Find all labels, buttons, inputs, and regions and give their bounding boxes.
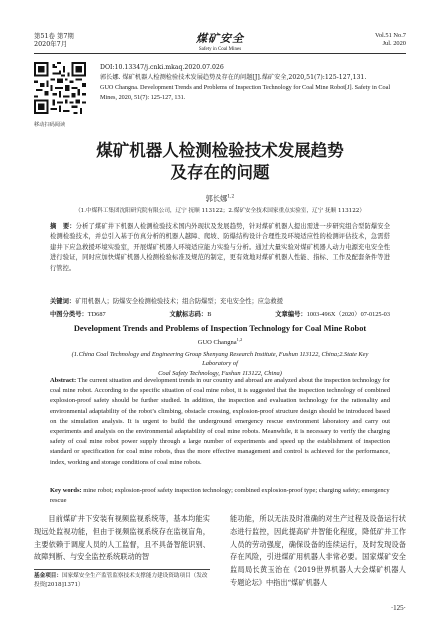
abstract-cn-label: 摘 要：: [50, 223, 76, 230]
abstract-en-label: Abstract:: [50, 377, 77, 384]
author-name-en: GUO Changna: [197, 339, 237, 347]
keywords-en-text: mine robot; explosion-proof safety inspection technology; combined explosion-proof type; charging safety; emergency rescue: [50, 487, 390, 505]
document-code: 文献标志码：B: [169, 311, 212, 318]
abstract-en-text: The current situation and development trends in our country and abroad are analyzed about the inspection technology for coal mine robot. According to the specific situation of coal mine robot, it is suggested that the inspection technology of combined explosion-proof safety should be further studied. In addition, the inspection and evaluation technology for the rationality and environmental adaptability of the robot’s climbing, obstacle crossing, explosion-proof structure design should be introduced based on the simulation analysis. It is urgent to build the underground emergency rescue environment laboratory and carry out experiments and analysis on the environmental adaptability of coal mine robots. Meanwhile, it is necessary to verify the charging safety of coal mine robot power supply through a large number of experiments and speed up the establishment of inspection standard or specification for coal mine robots, thus the more effective management and control is achieved for the performance, index, working and storage conditions of coal mine robots.: [50, 377, 391, 466]
author-cn: [34, 194, 406, 204]
author-en: [34, 337, 406, 346]
header-right: [375, 32, 406, 49]
citation-en: GUO Changna. Development Trends and Problems of Inspection Technology for Coal Mine Robot[J]. Safety in Coal Mines, 2020, 51(7): 125-127, 131.: [100, 84, 391, 101]
fund-text: 国家煤安全生产监管监察技术支撑能力建设资助项目（发改投资[2018]1371）: [34, 573, 208, 588]
qr-code-icon[interactable]: [34, 62, 86, 114]
journal-header: [0, 0, 440, 56]
affiliation-en-line-2: Coal Safety Technology, Fushun 113122, China): [158, 369, 282, 377]
fund-label: 基金项目：: [34, 573, 62, 579]
abstract-en: [50, 376, 390, 468]
body-paragraph-right: 能功能，所以无法及时准确的对生产过程及设备运行状态进行监控，因此提高矿井智能化程度，降低矿井工作人员的劳动强度，确保设备的连续运行，及时发现设备存在风险，引进煤矿用机器人非常必要。国家煤矿安全监局局长黄玉治在《2019世界机器人大会煤矿机器人专题论坛》中指出“煤矿机器人: [230, 514, 406, 587]
keywords-en-label: Key words:: [50, 487, 82, 494]
article-title-en: Development Trends and Problems of Inspection Technology for Coal Mine Robot: [73, 324, 367, 333]
journal-title-cn: 煤矿安全: [196, 32, 244, 45]
keywords-cn-text: 矿用机器人；防爆安全检测检验技术；组合防爆型；充电安全性；应急救援: [75, 298, 283, 305]
body-column-left: [34, 513, 210, 564]
affiliation-en-line-1: (1.China Coal Technology and Engineering Group Shenyang Research Institute, Fushun 113122, China;2.State Key Laboratory of: [71, 351, 369, 368]
page-number: ·125·: [390, 604, 406, 612]
keywords-cn-label: 关键词：: [50, 298, 76, 305]
keywords-en: [50, 486, 390, 506]
classification-row: [50, 309, 390, 318]
body-column-right: [230, 513, 406, 590]
volume-en: Vol.51 No.7: [375, 32, 406, 39]
header-divider: [34, 53, 406, 54]
affiliation-cn: （1.中煤科工集团沈阳研究院有限公司，辽宁 抚顺 113122；2.煤矿安全技术国家重点实验室，辽宁 抚顺 113122）: [75, 208, 365, 214]
fund-footnote: [34, 572, 210, 590]
author-affil-marker: 1,2: [227, 194, 235, 200]
article-number: 文章编号：1003-496X（2020）07-0125-03: [275, 311, 390, 318]
title-line-2: 及存在的问题: [170, 163, 270, 182]
footnote-divider: [34, 569, 210, 570]
date-en: Jul. 2020: [382, 40, 406, 48]
author-en-affil-marker: 1,2: [236, 337, 243, 342]
doi[interactable]: DOI:10.13347/j.cnki.mkaq.2020.07.026: [100, 64, 224, 71]
citation-block: [100, 63, 406, 103]
qr-code-block: [34, 62, 90, 128]
abstract-cn-text: 分析了煤矿井下机器人检测检验技术国内外现状及发展趋势，针对煤矿机器人提出需进一步研究组合型防爆安全检测检验技术，并总引入基于仿真分析的机器人越障、爬坡、防爆结构设计合理性及环境适应性的检测评估技术，急需搭建井下应急救援环境实验室，开展煤矿机器人环境适应能力实验与分析。通过大量实验对煤矿机器人动力电源充电安全性进行验证，同时应加快煤矿机器人检测检验标准及规范的制定，更有效地对煤矿机器人性能、指标、工作及配套条件等进行管控。: [50, 223, 391, 272]
affiliation-en: [60, 350, 380, 378]
clc-code: 中图分类号：TD687: [50, 311, 106, 318]
journal-title-en: Safety in Coal Mines: [198, 47, 242, 52]
header-left: [34, 32, 74, 49]
article-title-cn: [34, 140, 406, 184]
abstract-cn: [50, 222, 390, 274]
citation-cn: 郭长娜. 煤矿机器人检测检验技术发展趋势及存在的问题[J].煤矿安全,2020,51(7):125-127,131.: [100, 74, 367, 81]
body-paragraph-left: 目前煤矿井下安装有视频监视系统等，基本均能实现远处监视功能，但由于视频监视系统存在监视盲角，主要依赖于调度人员的人工监督，且不具备智能识别、故障判断、与安全监控系统联动的智: [34, 514, 210, 562]
date-cn: 2020年7月: [34, 40, 68, 49]
keywords-cn: [50, 297, 390, 307]
author-name-cn: 郭长娜: [205, 194, 228, 203]
journal-masthead: [170, 30, 270, 52]
volume-cn: 第51卷 第7期: [34, 32, 74, 40]
qr-code-label: 移动扫码阅读: [34, 122, 66, 128]
title-line-1: 煤矿机器人检测检验技术发展趋势: [96, 141, 344, 160]
